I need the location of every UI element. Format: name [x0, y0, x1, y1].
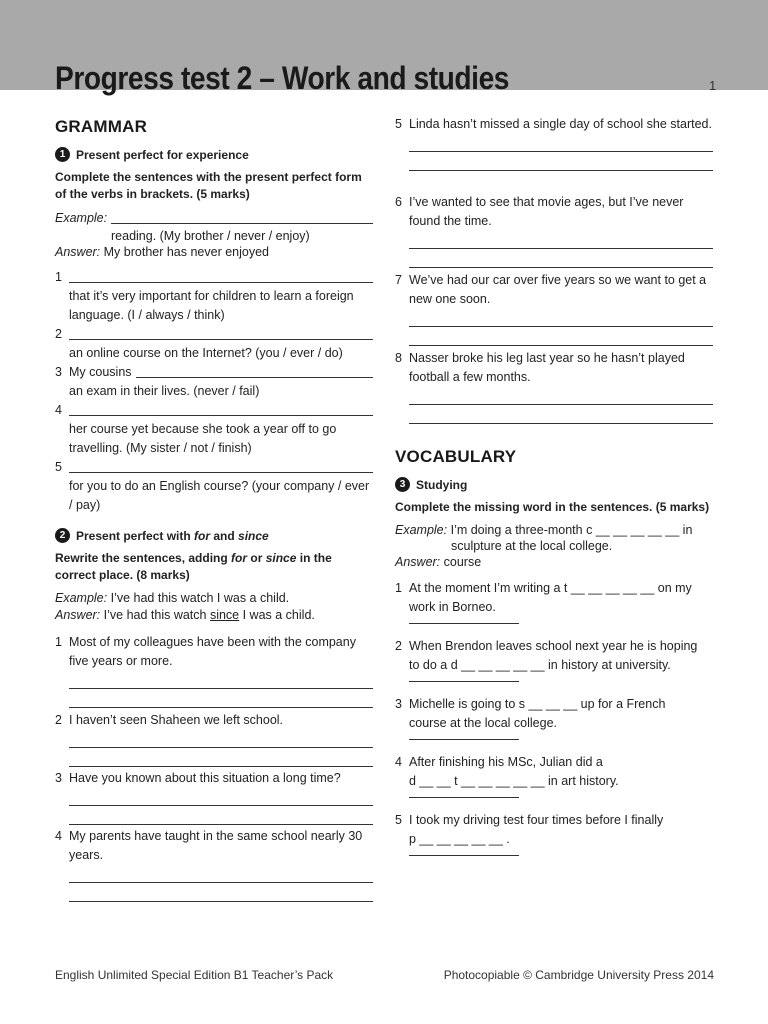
- answer-line[interactable]: [409, 151, 713, 152]
- exercise-3-example: [395, 522, 713, 570]
- item-number: 5: [395, 117, 402, 131]
- item-number: 1: [55, 635, 62, 649]
- item-number: 3: [395, 697, 402, 711]
- item-text: p __ __ __ __ __ .: [409, 832, 510, 846]
- example-text: I’ve had this watch I was a child.: [110, 591, 290, 605]
- item-number: 1: [395, 581, 402, 595]
- item-lead-text: My cousins: [69, 365, 132, 379]
- answer-line[interactable]: [69, 415, 373, 416]
- answer-line[interactable]: [69, 901, 373, 902]
- answer-line[interactable]: [69, 688, 373, 689]
- answer-line[interactable]: [409, 267, 713, 268]
- exercise-number-badge: 3: [395, 477, 410, 492]
- page-number: 1: [709, 78, 717, 93]
- title-part: and: [210, 528, 239, 543]
- example-text: sculpture at the local college.: [451, 539, 613, 553]
- list-item: [55, 633, 373, 711]
- item-text: course at the local college.: [409, 716, 558, 730]
- title-part: Present perfect with: [76, 528, 195, 543]
- item-number: 8: [395, 351, 402, 365]
- item-text: Linda hasn’t missed a single day of school she started.: [409, 117, 712, 131]
- item-text: an online course on the Internet? (you / ever / do): [69, 346, 343, 360]
- item-number: 2: [55, 327, 62, 341]
- item-text: Most of my colleagues have been with the company five years or more.: [69, 635, 356, 668]
- exercise-1-instruction: Complete the sentences with the present perfect form of the verbs in brackets. (5 marks): [55, 170, 362, 201]
- item-number: 5: [55, 460, 62, 474]
- exercise-number-badge: 2: [55, 528, 70, 543]
- list-item: [395, 695, 713, 753]
- exercise-2-items: [55, 633, 373, 905]
- item-number: 3: [55, 365, 62, 379]
- item-number: 4: [55, 403, 62, 417]
- item-text: work in Borneo.: [409, 600, 496, 614]
- answer-line[interactable]: [69, 747, 373, 748]
- item-text: Nasser broke his leg last year so he hasn’t played football a few months.: [409, 351, 685, 384]
- item-text: I haven’t seen Shaheen we left school.: [69, 713, 284, 727]
- instruction-part: Rewrite the sentences, adding: [55, 551, 232, 565]
- item-number: 4: [395, 755, 402, 769]
- item-text: Have you known about this situation a long time?: [69, 771, 341, 785]
- item-number: 5: [395, 813, 402, 827]
- answer-line[interactable]: [409, 681, 519, 682]
- answer-text: [104, 608, 315, 622]
- item-text: When Brendon leaves school next year he is hoping: [409, 639, 698, 653]
- answer-line[interactable]: [409, 404, 713, 405]
- item-text: for you to do an English course? (your company / ever / pay): [69, 479, 370, 512]
- answer-part: I was a child.: [239, 608, 315, 622]
- exercise-number-badge: 1: [55, 147, 70, 162]
- item-number: 3: [55, 771, 62, 785]
- item-number: 7: [395, 273, 402, 287]
- answer-line[interactable]: [69, 339, 373, 340]
- answer-line[interactable]: [409, 797, 519, 798]
- item-number: 4: [55, 829, 62, 843]
- exercise-2-instruction: [55, 550, 373, 584]
- list-item: [55, 401, 373, 458]
- example-label: Example:: [395, 523, 448, 537]
- instruction-part: or: [247, 551, 266, 565]
- example-label: Example:: [55, 211, 108, 225]
- item-text: At the moment I’m writing a t __ __ __ __ __ on my: [409, 581, 692, 595]
- item-number: 6: [395, 195, 402, 209]
- answer-line[interactable]: [409, 248, 713, 249]
- item-text: We’ve had our car over five years so we want to get a new one soon.: [409, 273, 707, 306]
- footer-left: English Unlimited Special Edition B1 Teacher’s Pack: [55, 968, 334, 982]
- answer-line[interactable]: [409, 170, 713, 171]
- answer-line[interactable]: [409, 623, 519, 624]
- item-text: After finishing his MSc, Julian did a: [409, 755, 603, 769]
- list-item: [395, 115, 713, 193]
- page-title: Progress test 2 – Work and studies: [55, 60, 510, 96]
- answer-text: My brother has never enjoyed: [103, 245, 270, 259]
- exercise-3-heading: [395, 477, 713, 492]
- list-item: [395, 349, 713, 427]
- exercise-3-items: [395, 579, 713, 869]
- answer-part: since: [209, 608, 240, 622]
- list-item: [395, 811, 713, 869]
- answer-line[interactable]: [69, 766, 373, 767]
- item-text: her course yet because she took a year off to go travelling. (My sister / not / finish): [69, 422, 337, 455]
- list-item: [55, 769, 373, 827]
- exercise-2-heading: [55, 528, 373, 543]
- item-text: I’ve wanted to see that movie ages, but I’ve never found the time.: [409, 195, 684, 228]
- vocabulary-heading: VOCABULARY: [395, 447, 517, 466]
- answer-line[interactable]: [69, 472, 373, 473]
- list-item: [55, 363, 373, 401]
- answer-line: [111, 223, 373, 224]
- footer-right: Photocopiable © Cambridge University Press 2014: [443, 968, 714, 982]
- answer-line[interactable]: [69, 882, 373, 883]
- exercise-3-instruction: Complete the missing word in the sentences. (5 marks): [395, 500, 710, 514]
- item-number: 2: [55, 713, 62, 727]
- answer-label: Answer:: [395, 555, 441, 569]
- item-text: d __ __ t __ __ __ __ __ in art history.: [409, 774, 619, 788]
- exercise-2-items-continued: [395, 115, 713, 427]
- item-text: an exam in their lives. (never / fail): [69, 384, 260, 398]
- exercise-2-example: [55, 590, 373, 624]
- left-column: [55, 108, 373, 905]
- answer-line[interactable]: [409, 326, 713, 327]
- example-text: I’m doing a three-month c __ __ __ __ __ in: [450, 523, 693, 537]
- list-item: [395, 579, 713, 637]
- list-item: [55, 711, 373, 769]
- example-text: reading. (My brother / never / enjoy): [111, 229, 310, 243]
- item-text: that it’s very important for children to learn a foreign language. (I / always / think): [69, 289, 354, 322]
- exercise-1-heading: [55, 147, 373, 162]
- title-part: for: [194, 528, 211, 543]
- answer-label: Answer:: [55, 245, 101, 259]
- item-text: Michelle is going to s __ __ __ up for a French: [409, 697, 666, 711]
- exercise-3-title: Studying: [416, 477, 468, 492]
- title-part: since: [238, 528, 269, 543]
- answer-label: Answer:: [55, 608, 101, 622]
- answer-line[interactable]: [409, 345, 713, 346]
- list-item: [55, 458, 373, 515]
- instruction-part: since: [265, 551, 297, 565]
- list-item: [395, 193, 713, 271]
- item-text: I took my driving test four times before I finally: [409, 813, 664, 827]
- exercise-1-example: [55, 209, 373, 260]
- exercise-1-items: [55, 268, 373, 515]
- exercise-2-title: [76, 529, 269, 543]
- list-item: [55, 268, 373, 325]
- list-item: [395, 271, 713, 349]
- grammar-heading: GRAMMAR: [55, 117, 148, 136]
- answer-line[interactable]: [409, 739, 519, 740]
- answer-line[interactable]: [69, 824, 373, 825]
- answer-text: course: [443, 555, 482, 569]
- answer-line[interactable]: [69, 282, 373, 283]
- answer-line[interactable]: [409, 855, 519, 856]
- item-number: 1: [55, 270, 62, 284]
- answer-line[interactable]: [136, 377, 373, 378]
- answer-line[interactable]: [69, 805, 373, 806]
- list-item: [55, 325, 373, 363]
- right-column: [395, 115, 713, 869]
- item-text: to do a d __ __ __ __ __ in history at university.: [409, 658, 671, 672]
- answer-line[interactable]: [69, 707, 373, 708]
- answer-part: I’ve had this watch: [103, 608, 210, 622]
- list-item: [395, 637, 713, 695]
- item-number: 2: [395, 639, 402, 653]
- list-item: [55, 827, 373, 905]
- answer-line[interactable]: [409, 423, 713, 424]
- instruction-part: for: [231, 551, 248, 565]
- list-item: [395, 753, 713, 811]
- example-label: Example:: [55, 591, 108, 605]
- instruction-part: in the correct place. (8 marks): [55, 551, 332, 582]
- item-text: My parents have taught in the same school nearly 30 years.: [69, 829, 363, 862]
- exercise-1-title: Present perfect for experience: [76, 147, 249, 162]
